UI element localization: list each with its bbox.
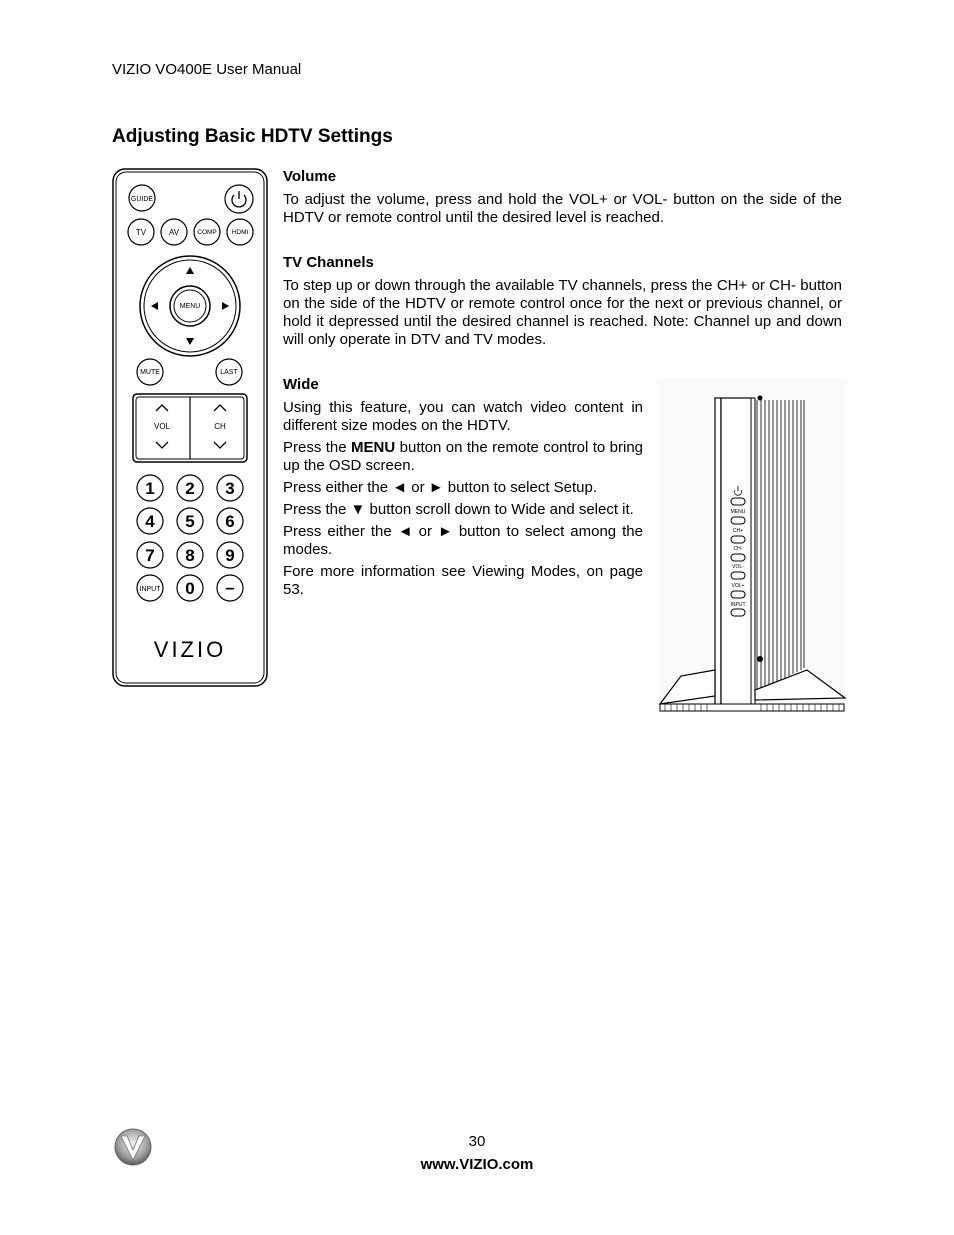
- svg-text:–: –: [225, 578, 235, 597]
- svg-text:GUIDE: GUIDE: [130, 196, 154, 203]
- wide-section: [283, 376, 643, 603]
- svg-text:5: 5: [185, 512, 195, 531]
- wide-paragraph-2: Press the MENU button on the remote control to bring up the OSD screen.: [283, 439, 644, 474]
- svg-text:COMP: COMP: [197, 229, 217, 236]
- document-header: VIZIO VO400E User Manual: [112, 61, 302, 78]
- svg-text:LAST: LAST: [220, 369, 238, 376]
- menu-button-label: MENU: [179, 303, 201, 310]
- tv-channels-heading: TV Channels: [283, 254, 374, 271]
- hdmi-button: [227, 219, 253, 245]
- mute-button: [137, 359, 163, 385]
- svg-text:2: 2: [185, 479, 195, 498]
- svg-text:HDMI: HDMI: [231, 229, 249, 236]
- svg-text:6: 6: [225, 512, 235, 531]
- wide-heading: Wide: [283, 376, 319, 393]
- tv-channels-body: To step up or down through the available TV channels, press the CH+ or CH- button on the side of the HDTV or remote control once for the next or previous channel, or hold it depressed until the desired channel is reached. Note: Channel up and down will only operate in DTV and TV modes.: [283, 277, 842, 348]
- vol-ch-rocker: [133, 394, 247, 462]
- side-ch-minus-label: CH-: [733, 546, 743, 552]
- av-button: [161, 219, 187, 245]
- ch-label: CH: [214, 422, 226, 431]
- remote-brand-logo: VIZIO: [153, 637, 227, 662]
- remote-control-illustration: [112, 168, 268, 687]
- page-number: 30: [468, 1133, 486, 1150]
- svg-text:4: 4: [145, 512, 155, 531]
- vol-label: VOL: [153, 422, 171, 431]
- side-input-label: INPUT: [730, 602, 746, 608]
- svg-text:MUTE: MUTE: [140, 369, 160, 376]
- svg-text:AV: AV: [168, 228, 180, 237]
- last-button: [216, 359, 242, 385]
- tv-channels-section: [283, 254, 842, 353]
- side-vol-minus-label: VOL-: [732, 564, 744, 570]
- section-title: Adjusting Basic HDTV Settings: [112, 126, 393, 147]
- wide-paragraph-1: Using this feature, you can watch video content in different size modes on the HDTV.: [283, 399, 643, 434]
- wide-paragraph-5: Press either the ◄ or ► button to select among the modes.: [283, 523, 643, 558]
- footer-website-link[interactable]: www.VIZIO.com: [420, 1156, 534, 1173]
- svg-text:0: 0: [185, 579, 195, 598]
- comp-button: [194, 219, 220, 245]
- volume-body: To adjust the volume, press and hold the VOL+ or VOL- button on the side of the HDTV or remote control until the desired level is reached.: [283, 191, 842, 226]
- volume-section: [283, 168, 842, 231]
- side-ch-plus-label: CH+: [732, 528, 744, 534]
- side-menu-label: MENU: [730, 509, 746, 515]
- guide-button: [129, 185, 155, 211]
- tv-button: [128, 219, 154, 245]
- tv-side-view-illustration: [657, 378, 847, 713]
- wide-paragraph-4: Press the ▼ button scroll down to Wide and select it.: [283, 501, 634, 518]
- svg-text:1: 1: [145, 479, 155, 498]
- volume-heading: Volume: [283, 168, 337, 185]
- navigation-pad: [140, 256, 240, 356]
- power-button: [225, 185, 253, 213]
- svg-text:8: 8: [185, 546, 195, 565]
- svg-text:7: 7: [145, 546, 155, 565]
- svg-text:3: 3: [225, 479, 235, 498]
- side-vol-plus-label: VOL+: [731, 583, 745, 589]
- wide-paragraph-3: Press either the ◄ or ► button to select Setup.: [283, 479, 598, 496]
- wide-paragraph-6: Fore more information see Viewing Modes, on page 53.: [283, 563, 643, 598]
- svg-text:TV: TV: [135, 228, 147, 237]
- svg-text:9: 9: [225, 546, 235, 565]
- input-button-label: INPUT: [139, 586, 161, 593]
